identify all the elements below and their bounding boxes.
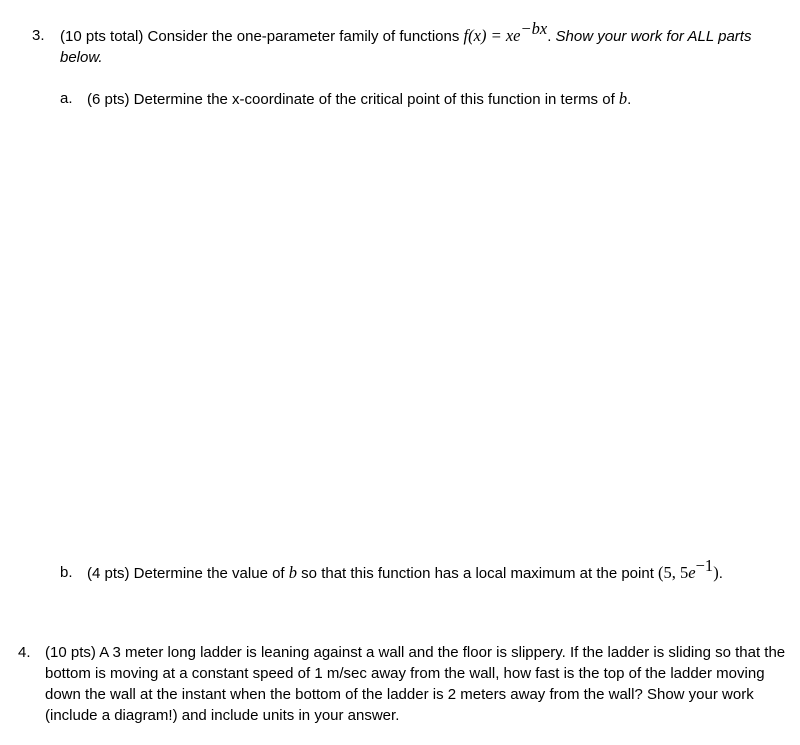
part-b-label: b.	[60, 564, 73, 581]
part-a-variable: b	[618, 89, 628, 108]
point-close: )	[713, 563, 719, 582]
part-b-variable: b	[288, 563, 298, 582]
point-open: (5, 5	[658, 563, 689, 582]
function-name: f	[463, 26, 469, 45]
part-a-period: .	[627, 91, 632, 108]
part-a-prompt	[87, 88, 787, 110]
function-exponent: −bx	[520, 19, 548, 38]
question-3-number: 3.	[32, 27, 45, 44]
formula-period: .	[547, 28, 556, 45]
part-b-text-1: (4 pts) Determine the value of	[87, 565, 289, 582]
point-exponent: −1	[695, 556, 714, 575]
point-e: e	[688, 563, 696, 582]
part-b-prompt	[87, 556, 787, 584]
part-a-text: (6 pts) Determine the x-coordinate of the critical point of this function in terms of	[87, 91, 619, 108]
question-4-number: 4.	[18, 644, 31, 661]
function-definition: (x) = x	[468, 26, 514, 45]
part-b-period: .	[718, 565, 723, 582]
question-3-prompt	[60, 19, 795, 68]
question-3-lead: (10 pts total) Consider the one-parameter family of functions	[60, 28, 464, 45]
question-3-instruction: Show your work for ALL parts below.	[60, 28, 752, 66]
question-4-prompt: (10 pts) A 3 meter long ladder is leaning against a wall and the floor is slippery. If the ladder is sliding so that the bottom is moving at a constant speed of 1 m/sec away from the wall, how fast is the top of the ladder moving down the wall at the instant when the bottom of the ladder is 2 meters away from the wall? Show your work (include a diagram!) and include units in your answer.	[45, 644, 786, 724]
part-a-label: a.	[60, 90, 73, 107]
part-b-text-2: so that this function has a local maximum at the point	[297, 565, 659, 582]
function-base-e: e	[513, 26, 521, 45]
